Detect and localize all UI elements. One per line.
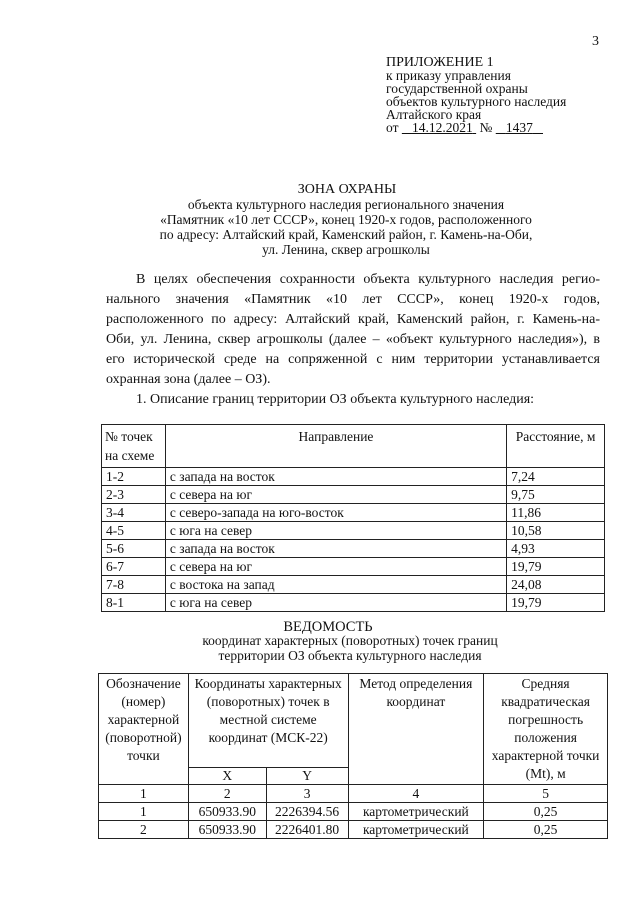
row-x: 650933.90 xyxy=(188,803,266,821)
intro-line: расположенного по адресу: Алтайский край, Каменский район, г. Камень-на- xyxy=(106,312,600,327)
row-points: 5-6 xyxy=(102,540,166,558)
column-number-row xyxy=(99,785,608,803)
table-row xyxy=(102,522,605,540)
statement-title: ВЕДОМОСТЬ xyxy=(283,619,373,635)
statement-subtitle xyxy=(160,633,540,663)
row-y: 2226394.56 xyxy=(266,803,348,821)
table-row xyxy=(102,486,605,504)
boundary-table-header xyxy=(102,425,605,468)
header-method: Метод определения координат xyxy=(348,674,484,785)
order-prefix: от xyxy=(386,120,399,135)
coordinates-table xyxy=(98,673,608,839)
column-number: 1 xyxy=(99,785,189,803)
appendix-line: объектов культурного наследия xyxy=(386,94,567,109)
order-date: 14.12.2021 xyxy=(411,120,473,135)
row-distance: 4,93 xyxy=(507,540,605,558)
row-error: 0,25 xyxy=(484,803,608,821)
column-number: 5 xyxy=(484,785,608,803)
appendix-block xyxy=(386,56,616,134)
boundary-table xyxy=(101,424,605,612)
row-distance: 19,79 xyxy=(507,594,605,612)
table-row xyxy=(102,594,605,612)
header-designation: Обозначение (номер) характерной (поворотной) точки xyxy=(99,674,189,785)
order-number: 1437 xyxy=(505,120,533,135)
column-number: 3 xyxy=(266,785,348,803)
intro-line: его исторической среде на сопряженной с ним территории устанавливается xyxy=(106,352,600,367)
object-title-line: ул. Ленина, сквер агрошколы xyxy=(262,242,430,257)
intro-line: В целях обеспечения сохранности объекта культурного наследия регио- xyxy=(136,272,600,287)
column-number: 4 xyxy=(348,785,484,803)
intro-line: Оби, ул. Ленина, сквер агрошколы (далее – «объект культурного наследия»), в xyxy=(106,332,600,347)
row-direction: с севера на юг xyxy=(165,558,506,576)
row-point: 2 xyxy=(99,821,189,839)
table-row xyxy=(102,504,605,522)
object-title-line: по адресу: Алтайский край, Каменский район, г. Камень-на-Оби, xyxy=(159,227,533,242)
table-row xyxy=(99,821,608,839)
row-points: 2-3 xyxy=(102,486,166,504)
appendix-line: Алтайского края xyxy=(386,107,482,122)
object-title xyxy=(96,197,596,257)
header-distance: Расстояние, м xyxy=(507,425,605,468)
row-distance: 9,75 xyxy=(507,486,605,504)
table-row xyxy=(102,540,605,558)
statement-subtitle-line: координат характерных (поворотных) точек границ xyxy=(202,633,498,648)
row-points: 6-7 xyxy=(102,558,166,576)
header-direction: Направление xyxy=(165,425,506,468)
row-points: 8-1 xyxy=(102,594,166,612)
row-distance: 24,08 xyxy=(507,576,605,594)
column-number: 2 xyxy=(188,785,266,803)
row-direction: с запада на восток xyxy=(165,468,506,486)
row-points: 4-5 xyxy=(102,522,166,540)
table-row xyxy=(102,558,605,576)
row-distance: 10,58 xyxy=(507,522,605,540)
row-direction: с запада на восток xyxy=(165,540,506,558)
section-heading: 1. Описание границ территории ОЗ объекта культурного наследия: xyxy=(136,392,535,407)
intro-line: охранная зона (далее – ОЗ). xyxy=(106,372,271,387)
header-coordinates: Координаты характерных (поворотных) точек в местной системе координат (МСК-22) xyxy=(188,674,348,768)
row-direction: с юга на север xyxy=(165,594,506,612)
row-distance: 19,79 xyxy=(507,558,605,576)
header-error: Средняя квадратическая погрешность положения характерной точки (Mt), м xyxy=(484,674,608,785)
table-row xyxy=(102,468,605,486)
row-x: 650933.90 xyxy=(188,821,266,839)
header-x: X xyxy=(188,768,266,785)
statement-subtitle-line: территории ОЗ объекта культурного наследия xyxy=(218,648,482,663)
row-direction: с юга на север xyxy=(165,522,506,540)
row-method: картометрический xyxy=(348,821,484,839)
coordinates-header-row xyxy=(99,674,608,768)
row-points: 3-4 xyxy=(102,504,166,522)
table-row xyxy=(102,576,605,594)
intro-line: нального значения «Памятник «10 лет СССР», конец 1920-х годов, xyxy=(106,292,600,307)
table-row xyxy=(99,803,608,821)
row-distance: 7,24 xyxy=(507,468,605,486)
appendix-title: ПРИЛОЖЕНИЕ 1 xyxy=(386,55,494,70)
order-line xyxy=(386,121,616,134)
order-number-label: № xyxy=(479,120,493,135)
page-number: 3 xyxy=(592,34,599,49)
appendix-line: к приказу управления xyxy=(386,68,511,83)
row-method: картометрический xyxy=(348,803,484,821)
row-point: 1 xyxy=(99,803,189,821)
header-points: № точек на схеме xyxy=(102,425,166,468)
row-direction: с севера на юг xyxy=(165,486,506,504)
row-y: 2226401.80 xyxy=(266,821,348,839)
appendix-line: государственной охраны xyxy=(386,81,528,96)
header-y: Y xyxy=(266,768,348,785)
row-direction: с северо-запада на юго-восток xyxy=(165,504,506,522)
intro-paragraph xyxy=(106,270,600,390)
row-points: 7-8 xyxy=(102,576,166,594)
row-error: 0,25 xyxy=(484,821,608,839)
object-title-line: объекта культурного наследия регионального значения xyxy=(187,197,505,212)
row-distance: 11,86 xyxy=(507,504,605,522)
zone-title: ЗОНА ОХРАНЫ xyxy=(297,182,397,197)
row-points: 1-2 xyxy=(102,468,166,486)
object-title-line: «Памятник «10 лет СССР», конец 1920-х годов, расположенного xyxy=(160,212,532,227)
row-direction: с востока на запад xyxy=(165,576,506,594)
